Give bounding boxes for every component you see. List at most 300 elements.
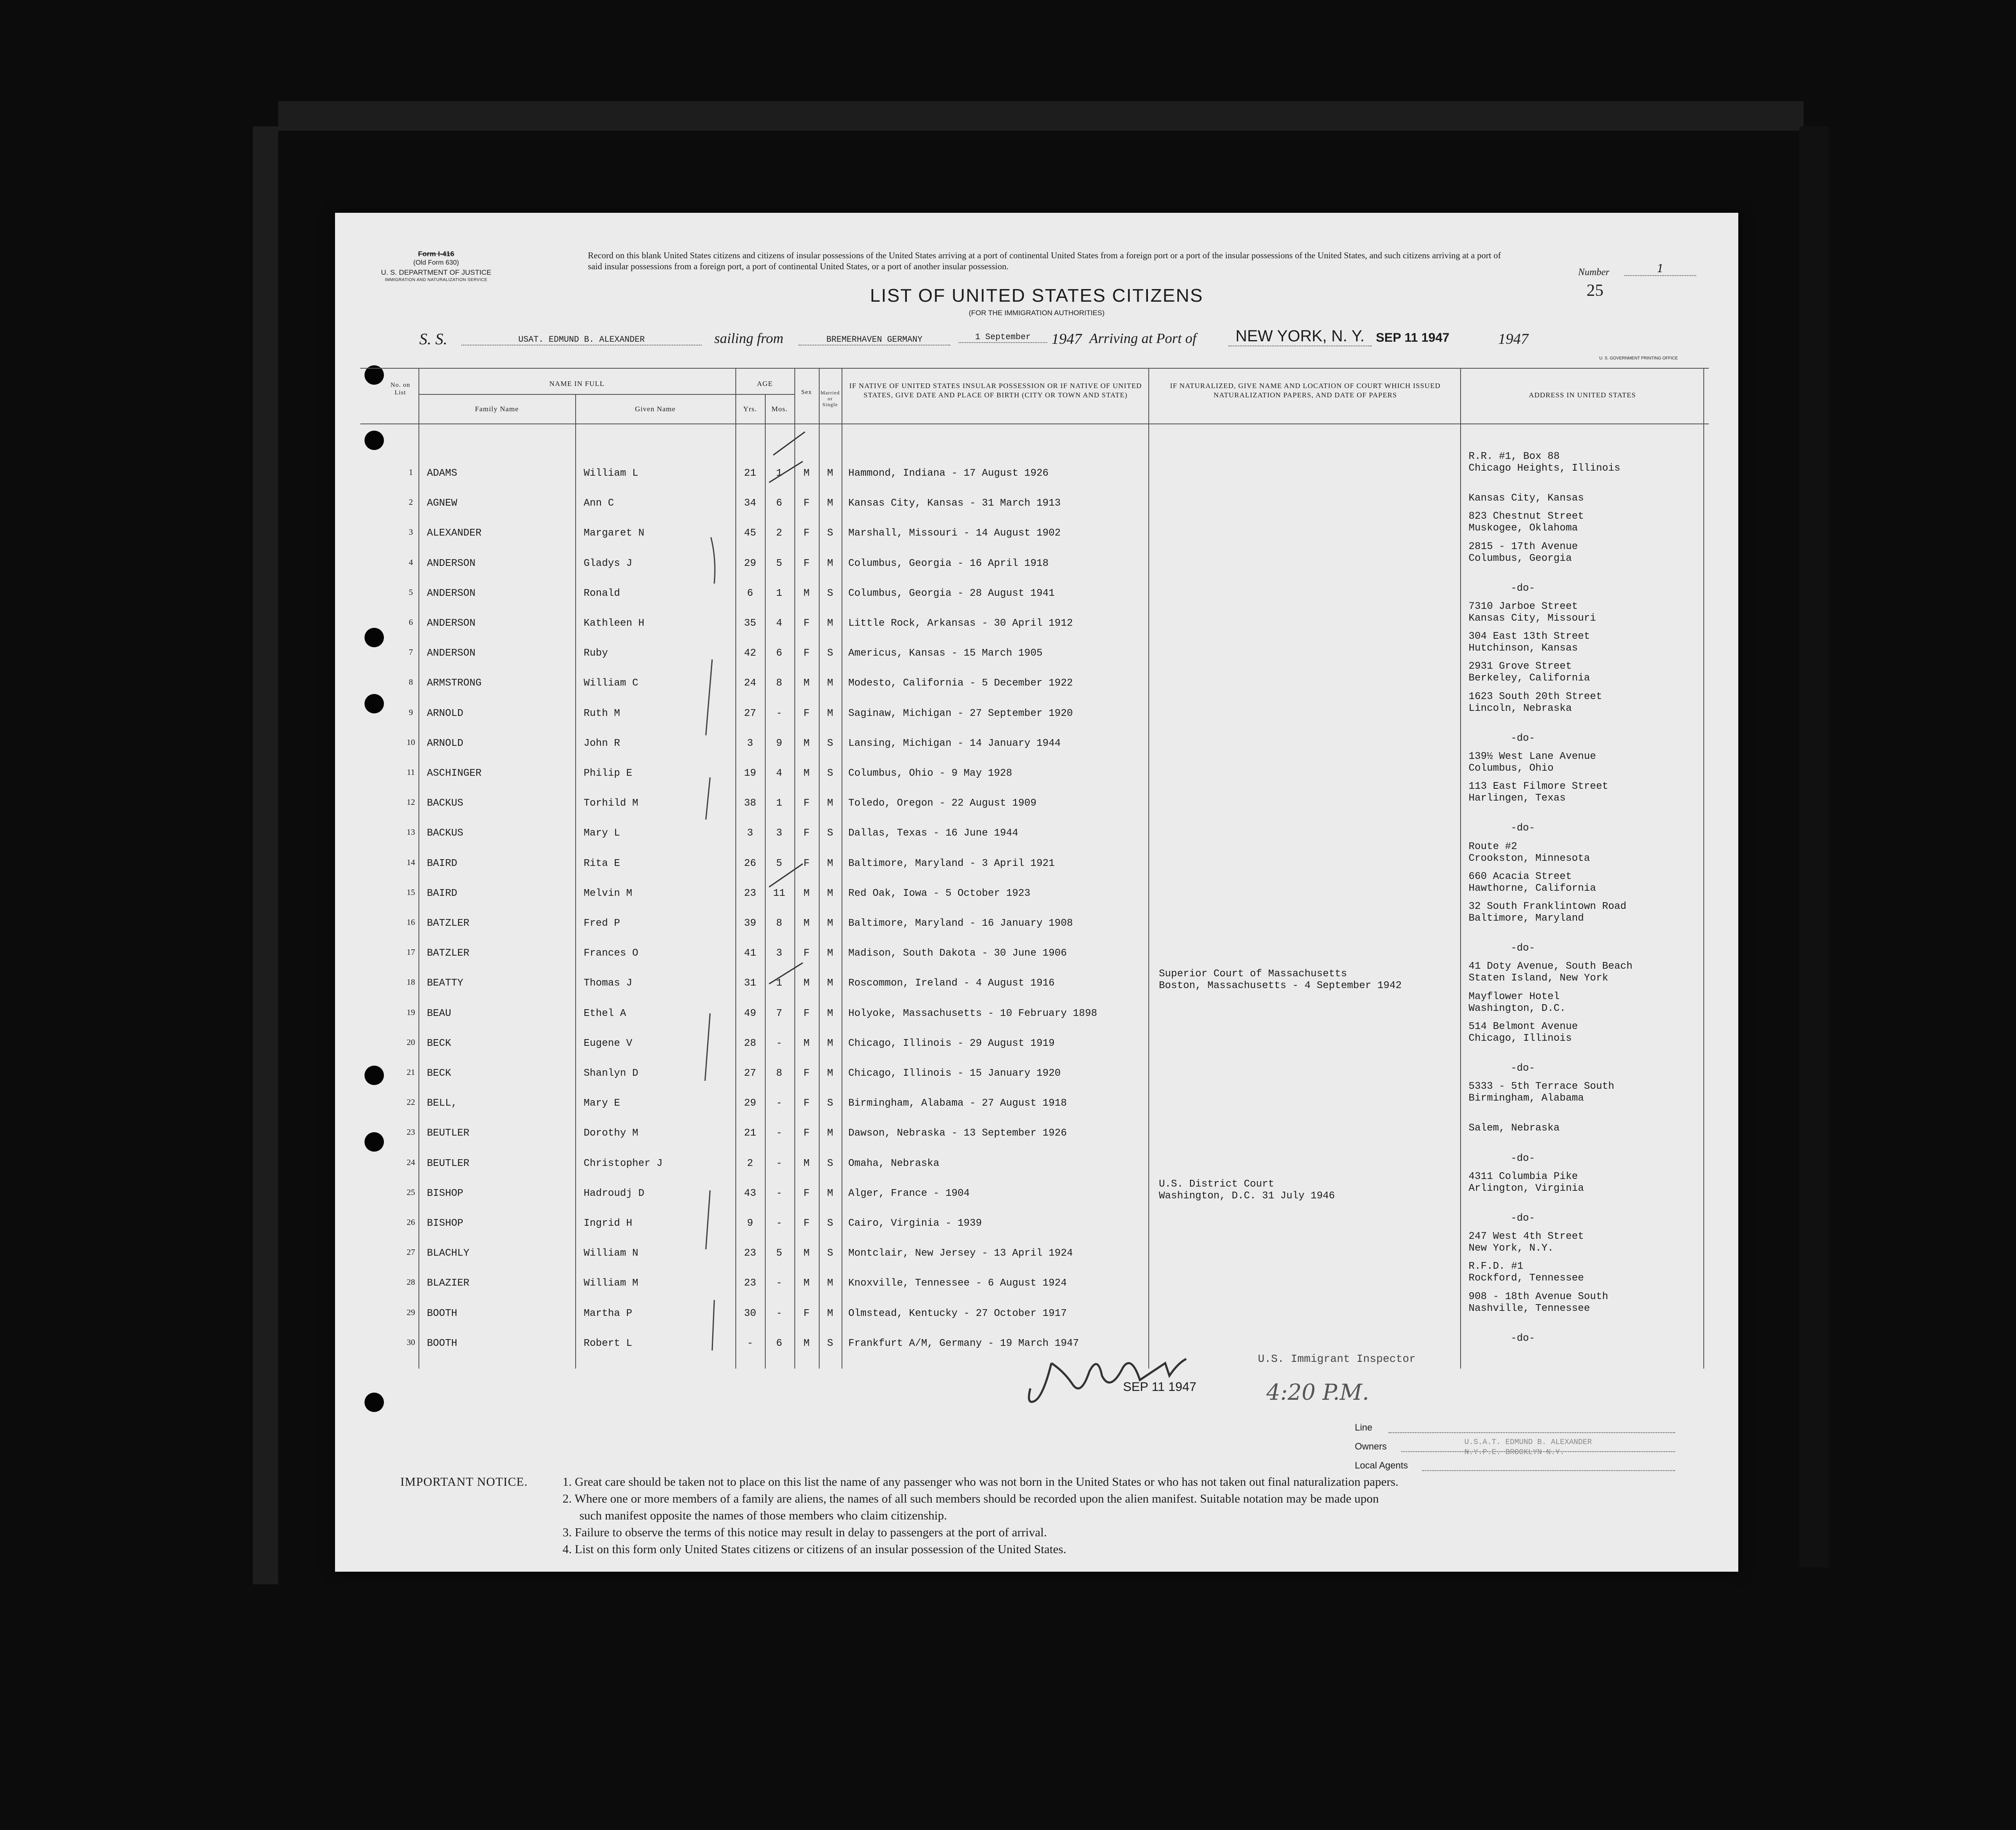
row-address-line: Route #2 <box>1469 841 1517 852</box>
row-given-name: Margaret N <box>584 528 645 539</box>
row-age-years: 3 <box>747 828 753 839</box>
row-given-name: Martha P <box>584 1308 633 1319</box>
number-handwritten: 25 <box>1587 281 1603 300</box>
row-age-months: 5 <box>776 557 783 569</box>
row-sex: M <box>803 1157 810 1169</box>
form-number: Form I-416 <box>418 250 454 258</box>
printing-office: U. S. GOVERNMENT PRINTING OFFICE <box>1599 356 1678 361</box>
row-marital-status: M <box>827 887 834 899</box>
row-address-line: Arlington, Virginia <box>1469 1182 1584 1194</box>
owners-label: Owners <box>1355 1441 1387 1452</box>
row-age-years: 23 <box>744 887 756 899</box>
row-address-line: Mayflower Hotel <box>1469 991 1560 1002</box>
row-age-months: 9 <box>776 737 783 749</box>
row-address-line: 32 South Franklintown Road <box>1469 901 1627 912</box>
row-age-years: - <box>747 1337 753 1349</box>
row-naturalization-line: Boston, Massachusetts - 4 September 1942 <box>1159 980 1402 992</box>
row-address-line: 660 Acacia Street <box>1469 871 1572 882</box>
row-sex: F <box>803 618 810 629</box>
row-number: 20 <box>407 1037 415 1047</box>
row-birthplace: Red Oak, Iowa - 5 October 1923 <box>848 887 1031 899</box>
row-age-months: 4 <box>776 768 783 779</box>
row-family-name: AGNEW <box>427 498 458 509</box>
row-age-months: 6 <box>776 1337 783 1349</box>
row-sex: M <box>803 1037 810 1049</box>
row-age-years: 30 <box>744 1308 756 1319</box>
service: IMMIGRATION AND NATURALIZATION SERVICE <box>385 278 488 282</box>
row-age-years: 23 <box>744 1278 756 1289</box>
row-age-years: 29 <box>744 1098 756 1109</box>
row-given-name: Melvin M <box>584 887 633 899</box>
row-marital-status: M <box>827 498 834 509</box>
row-sex: F <box>803 828 810 839</box>
row-age-months: 5 <box>776 1248 783 1259</box>
row-family-name: BOOTH <box>427 1337 458 1349</box>
row-given-name: Fred P <box>584 918 620 929</box>
row-family-name: BLAZIER <box>427 1278 469 1289</box>
row-given-name: Ronald <box>584 587 620 599</box>
row-given-name: William C <box>584 678 638 689</box>
row-family-name: ADAMS <box>427 468 458 479</box>
notice-item-1: 1. Great care should be taken not to place on this list the name of any passenger who was not born in the United States or who has not taken out final naturalization papers. <box>563 1475 1399 1489</box>
row-age-months: 3 <box>776 828 783 839</box>
inspector-date-stamp: SEP 11 1947 <box>1123 1380 1197 1394</box>
row-age-years: 35 <box>744 618 756 629</box>
row-sex: F <box>803 1007 810 1019</box>
row-number: 6 <box>409 618 413 627</box>
owners-value: U.S.A.T. EDMUND B. ALEXANDER <box>1464 1438 1592 1447</box>
row-birthplace: Olmstead, Kentucky - 27 October 1917 <box>848 1308 1067 1319</box>
row-family-name: ANDERSON <box>427 587 476 599</box>
row-given-name: Eugene V <box>584 1037 633 1049</box>
row-age-years: 49 <box>744 1007 756 1019</box>
row-number: 17 <box>407 948 415 957</box>
row-given-name: Rita E <box>584 857 620 869</box>
header-married-single: Married or Single <box>820 390 840 407</box>
row-number: 21 <box>407 1068 415 1077</box>
row-address-line: -do- <box>1511 1063 1535 1074</box>
row-address-line: Columbus, Georgia <box>1469 552 1572 564</box>
row-sex: M <box>803 1337 810 1349</box>
page-subtitle: (FOR THE IMMIGRATION AUTHORITIES) <box>968 309 1105 317</box>
row-family-name: BECK <box>427 1068 451 1079</box>
row-age-months: 11 <box>773 887 785 899</box>
header-years: Yrs. <box>743 405 757 413</box>
row-given-name: Thomas J <box>584 978 633 989</box>
row-marital-status: S <box>827 1218 834 1229</box>
row-address-line: 41 Doty Avenue, South Beach <box>1469 961 1633 973</box>
row-birthplace: Columbus, Georgia - 28 August 1941 <box>848 587 1055 599</box>
inspection-time: 4:20 P.M. <box>1266 1380 1370 1405</box>
agents-field <box>1422 1468 1675 1471</box>
row-number: 22 <box>407 1098 415 1107</box>
row-birthplace: Americus, Kansas - 15 March 1905 <box>848 648 1043 659</box>
row-marital-status: M <box>827 618 834 629</box>
row-number: 3 <box>409 528 413 537</box>
row-sex: F <box>803 1098 810 1109</box>
row-number: 27 <box>407 1248 415 1257</box>
row-address-line: -do- <box>1511 1213 1535 1224</box>
row-given-name: Ann C <box>584 498 614 509</box>
row-age-years: 28 <box>744 1037 756 1049</box>
row-age-months: 8 <box>776 918 783 929</box>
row-birthplace: Saginaw, Michigan - 27 September 1920 <box>848 707 1073 719</box>
row-sex: M <box>803 737 810 749</box>
film-frame-band-left <box>253 126 278 1584</box>
row-number: 18 <box>407 978 415 987</box>
row-address-line: Chicago, Illinois <box>1469 1032 1572 1044</box>
row-address-line: Staten Island, New York <box>1469 973 1609 984</box>
row-address-line: Chicago Heights, Illinois <box>1469 463 1621 474</box>
row-family-name: BEATTY <box>427 978 464 989</box>
number-field: 1 <box>1625 263 1696 276</box>
row-marital-status: M <box>827 1007 834 1019</box>
notice-item-2-cont: such manifest opposite the names of those members who claim citizenship. <box>579 1509 947 1522</box>
row-number: 15 <box>407 887 415 897</box>
row-family-name: BELL, <box>427 1098 458 1109</box>
row-age-months: 2 <box>776 528 783 539</box>
row-age-years: 43 <box>744 1187 756 1199</box>
row-family-name: BEAU <box>427 1007 451 1019</box>
row-age-months: - <box>776 1037 783 1049</box>
row-age-months: 7 <box>776 1007 783 1019</box>
row-birthplace: Baltimore, Maryland - 16 January 1908 <box>848 918 1073 929</box>
row-given-name: Mary E <box>584 1098 620 1109</box>
row-number: 12 <box>407 798 415 807</box>
row-birthplace: Holyoke, Massachusetts - 10 February 1898 <box>848 1007 1097 1019</box>
row-sex: M <box>803 1278 810 1289</box>
row-address-line: -do- <box>1511 823 1535 834</box>
row-address-line: Kansas City, Missouri <box>1469 613 1596 624</box>
row-given-name: Mary L <box>584 828 620 839</box>
row-given-name: Hadroudj D <box>584 1187 645 1199</box>
row-age-months: 1 <box>776 587 783 599</box>
row-address-line: Birmingham, Alabama <box>1469 1093 1584 1104</box>
row-address-line: Hawthorne, California <box>1469 882 1596 894</box>
header-given-name: Given Name <box>635 405 676 413</box>
row-sex: F <box>803 1068 810 1079</box>
row-age-months: 6 <box>776 498 783 509</box>
row-age-years: 27 <box>744 1068 756 1079</box>
row-given-name: Ethel A <box>584 1007 626 1019</box>
row-age-months: - <box>776 1218 783 1229</box>
row-sex: F <box>803 648 810 659</box>
row-family-name: BACKUS <box>427 798 464 809</box>
row-address-line: New York, N.Y. <box>1469 1243 1554 1254</box>
row-birthplace: Columbus, Georgia - 16 April 1918 <box>848 557 1049 569</box>
number-label: Number <box>1578 267 1610 277</box>
row-sex: F <box>803 857 810 869</box>
row-marital-status: M <box>827 707 834 719</box>
row-family-name: BOOTH <box>427 1308 458 1319</box>
arriving-label: Arriving at Port of <box>1089 331 1197 346</box>
row-birthplace: Lansing, Michigan - 14 January 1944 <box>848 737 1061 749</box>
header-age: AGE <box>757 380 773 388</box>
row-given-name: William M <box>584 1278 638 1289</box>
row-given-name: Gladys J <box>584 557 633 569</box>
header-name-in-full: NAME IN FULL <box>549 380 605 388</box>
row-sex: M <box>803 768 810 779</box>
row-address-line: Hutchinson, Kansas <box>1469 643 1578 654</box>
row-birthplace: Knoxville, Tennessee - 6 August 1924 <box>848 1278 1067 1289</box>
row-number: 9 <box>409 707 413 717</box>
row-birthplace: Montclair, New Jersey - 13 April 1924 <box>848 1248 1073 1259</box>
row-number: 1 <box>409 468 413 477</box>
row-age-years: 23 <box>744 1248 756 1259</box>
row-marital-status: S <box>827 1248 834 1259</box>
row-address-line: 908 - 18th Avenue South <box>1469 1291 1609 1302</box>
row-family-name: ANDERSON <box>427 648 476 659</box>
row-number: 25 <box>407 1187 415 1197</box>
row-number: 13 <box>407 828 415 837</box>
row-address-line: -do- <box>1511 732 1535 744</box>
header-birthplace: IF NATIVE OF UNITED STATES INSULAR POSSESSION OR IF NATIVE OF UNITED STATES, GIVE DATE AND PLACE OF BIRTH (CITY OR TOWN AND STATE) <box>849 382 1142 399</box>
row-address-line: Lincoln, Nebraska <box>1469 702 1572 714</box>
row-birthplace: Marshall, Missouri - 14 August 1902 <box>848 528 1061 539</box>
row-marital-status: M <box>827 1128 834 1139</box>
row-birthplace: Frankfurt A/M, Germany - 19 March 1947 <box>848 1337 1079 1349</box>
row-age-months: 6 <box>776 648 783 659</box>
row-address-line: -do- <box>1511 1332 1535 1344</box>
row-number: 7 <box>409 648 413 657</box>
row-naturalization-line: Washington, D.C. 31 July 1946 <box>1159 1190 1335 1202</box>
row-address-line: 5333 - 5th Terrace South <box>1469 1081 1614 1093</box>
row-sex: M <box>803 918 810 929</box>
row-age-years: 45 <box>744 528 756 539</box>
row-age-years: 27 <box>744 707 756 719</box>
row-marital-status: M <box>827 1037 834 1049</box>
row-address-line: 2931 Grove Street <box>1469 661 1572 673</box>
row-marital-status: S <box>827 768 834 779</box>
row-marital-status: M <box>827 1068 834 1079</box>
row-family-name: BATZLER <box>427 918 469 929</box>
row-birthplace: Omaha, Nebraska <box>848 1157 940 1169</box>
header-naturalization: IF NATURALIZED, GIVE NAME AND LOCATION OF COURT WHICH ISSUED NATURALIZATION PAPERS, AND DATE OF PAPERS <box>1170 382 1441 399</box>
ss-label: S. S. <box>419 330 448 348</box>
row-marital-status: M <box>827 798 834 809</box>
row-address-line: 247 West 4th Street <box>1469 1231 1584 1243</box>
row-number: 19 <box>407 1007 415 1017</box>
row-address-line: Muskogee, Oklahoma <box>1469 522 1578 534</box>
row-age-months: 5 <box>776 857 783 869</box>
row-birthplace: Dawson, Nebraska - 13 September 1926 <box>848 1128 1067 1139</box>
row-marital-status: S <box>827 648 834 659</box>
row-number: 23 <box>407 1128 415 1137</box>
row-address-line: Harlingen, Texas <box>1469 793 1566 804</box>
row-birthplace: Alger, France - 1904 <box>848 1187 970 1199</box>
row-family-name: BATZLER <box>427 948 469 959</box>
row-age-months: 8 <box>776 1068 783 1079</box>
row-age-years: 41 <box>744 948 756 959</box>
row-sex: M <box>803 468 810 479</box>
line-field <box>1389 1431 1675 1433</box>
row-marital-status: S <box>827 828 834 839</box>
row-marital-status: M <box>827 978 834 989</box>
row-family-name: ANDERSON <box>427 557 476 569</box>
row-age-months: 4 <box>776 618 783 629</box>
arrival-port: NEW YORK, N. Y. <box>1228 327 1372 346</box>
form-intro: Record on this blank United States citizens and citizens of insular possessions of the United States arriving at a port of continental United States from a foreign port or a port of the insular possessions of the United States, and such citizens arriving at a port of said insular possessions from a foreign port, a port of continental United States, or a port of another insular possession. <box>588 250 1501 271</box>
row-marital-status: M <box>827 678 834 689</box>
row-number: 11 <box>407 768 415 777</box>
row-address-line: 139½ West Lane Avenue <box>1469 751 1596 762</box>
row-number: 14 <box>407 857 415 867</box>
sailing-from: BREMERHAVEN GERMANY <box>799 335 950 346</box>
row-birthplace: Roscommon, Ireland - 4 August 1916 <box>848 978 1055 989</box>
row-family-name: BAIRD <box>427 857 458 869</box>
row-family-name: ARNOLD <box>427 737 464 749</box>
header-family-name: Family Name <box>475 405 519 413</box>
row-age-years: 26 <box>744 857 756 869</box>
row-address-line: 4311 Columbia Pike <box>1469 1171 1578 1182</box>
row-marital-status: M <box>827 1308 834 1319</box>
row-marital-status: M <box>827 1187 834 1199</box>
row-address-line: R.R. #1, Box 88 <box>1469 451 1560 462</box>
row-birthplace: Kansas City, Kansas - 31 March 1913 <box>848 498 1061 509</box>
row-marital-status: M <box>827 857 834 869</box>
row-address-line: 7310 Jarboe Street <box>1469 601 1578 612</box>
row-sex: F <box>803 1187 810 1199</box>
row-sex: F <box>803 528 810 539</box>
row-sex: M <box>803 678 810 689</box>
row-marital-status: S <box>827 528 834 539</box>
row-address-line: Kansas City, Kansas <box>1469 493 1584 504</box>
row-address-line: 823 Chestnut Street <box>1469 511 1584 522</box>
row-address-line: Washington, D.C. <box>1469 1002 1566 1014</box>
row-family-name: BISHOP <box>427 1187 464 1199</box>
row-naturalization-line: Superior Court of Massachusetts <box>1159 968 1347 980</box>
row-age-years: 6 <box>747 587 753 599</box>
film-frame-top <box>278 101 1804 131</box>
row-number: 24 <box>407 1157 415 1167</box>
row-marital-status: S <box>827 1157 834 1169</box>
row-age-years: 3 <box>747 737 753 749</box>
row-family-name: ARMSTRONG <box>427 678 482 689</box>
row-birthplace: Cairo, Virginia - 1939 <box>848 1218 982 1229</box>
row-age-years: 34 <box>744 498 756 509</box>
manifest-sheet <box>335 213 1738 1572</box>
row-age-months: - <box>776 1128 783 1139</box>
row-family-name: BEUTLER <box>427 1128 469 1139</box>
row-address-line: 113 East Filmore Street <box>1469 781 1609 793</box>
row-given-name: Ruby <box>584 648 608 659</box>
row-marital-status: S <box>827 737 834 749</box>
row-given-name: Ingrid H <box>584 1218 633 1229</box>
row-sex: F <box>803 498 810 509</box>
row-given-name: Philip E <box>584 768 633 779</box>
row-address-line: R.F.D. #1 <box>1469 1261 1523 1273</box>
row-age-years: 2 <box>747 1157 753 1169</box>
row-age-years: 21 <box>744 1128 756 1139</box>
row-marital-status: S <box>827 1337 834 1349</box>
row-given-name: Torhild M <box>584 798 638 809</box>
row-family-name: ANDERSON <box>427 618 476 629</box>
row-marital-status: M <box>827 1278 834 1289</box>
row-address-line: Baltimore, Maryland <box>1469 913 1584 924</box>
row-marital-status: M <box>827 948 834 959</box>
row-age-months: - <box>776 1157 783 1169</box>
row-age-years: 29 <box>744 557 756 569</box>
row-birthplace: Madison, South Dakota - 30 June 1906 <box>848 948 1067 959</box>
ship-name: USAT. EDMUND B. ALEXANDER <box>461 335 702 346</box>
row-number: 28 <box>407 1278 415 1287</box>
row-marital-status: S <box>827 1098 834 1109</box>
notice-item-2: 2. Where one or more members of a family are aliens, the names of all such members should be recorded upon the alien manifest. Suitable notation may be made upon <box>563 1492 1379 1506</box>
row-given-name: Christopher J <box>584 1157 663 1169</box>
row-given-name: Kathleen H <box>584 618 645 629</box>
notice-title: IMPORTANT NOTICE. <box>400 1475 528 1489</box>
row-address-line: -do- <box>1511 1152 1535 1164</box>
row-given-name: Robert L <box>584 1337 633 1349</box>
row-sex: F <box>803 1218 810 1229</box>
row-given-name: Shanlyn D <box>584 1068 638 1079</box>
row-family-name: BAIRD <box>427 887 458 899</box>
row-address-line: Rockford, Tennessee <box>1469 1273 1584 1284</box>
row-age-years: 38 <box>744 798 756 809</box>
row-age-years: 42 <box>744 648 756 659</box>
row-given-name: Dorothy M <box>584 1128 638 1139</box>
row-age-months: 1 <box>776 468 783 479</box>
row-marital-status: M <box>827 918 834 929</box>
row-number: 8 <box>409 678 413 687</box>
row-address-line: Berkeley, California <box>1469 673 1590 684</box>
row-age-years: 24 <box>744 678 756 689</box>
row-address-line: Salem, Nebraska <box>1469 1123 1560 1134</box>
header-no: No. on List <box>390 382 410 396</box>
row-age-years: 39 <box>744 918 756 929</box>
header-sex: Sex <box>801 389 812 396</box>
sailing-year: 1947 <box>1051 330 1082 347</box>
row-age-months: 1 <box>776 978 783 989</box>
row-family-name: BEUTLER <box>427 1157 469 1169</box>
row-address-line: Nashville, Tennessee <box>1469 1302 1590 1314</box>
row-birthplace: Birmingham, Alabama - 27 August 1918 <box>848 1098 1067 1109</box>
row-sex: M <box>803 978 810 989</box>
row-birthplace: Dallas, Texas - 16 June 1944 <box>848 828 1019 839</box>
row-family-name: BISHOP <box>427 1218 464 1229</box>
row-family-name: ASCHINGER <box>427 768 482 779</box>
row-given-name: John R <box>584 737 620 749</box>
header-address: ADDRESS IN UNITED STATES <box>1528 391 1636 399</box>
row-number: 4 <box>409 557 413 567</box>
row-age-years: 31 <box>744 978 756 989</box>
row-family-name: ALEXANDER <box>427 528 482 539</box>
row-given-name: William N <box>584 1248 638 1259</box>
row-family-name: ARNOLD <box>427 707 464 719</box>
row-age-years: 21 <box>744 468 756 479</box>
row-address-line: -do- <box>1511 582 1535 594</box>
row-age-years: 19 <box>744 768 756 779</box>
old-form-number: (Old Form 630) <box>413 259 459 266</box>
row-number: 29 <box>407 1308 415 1317</box>
row-number: 10 <box>407 737 415 747</box>
row-family-name: BLACHLY <box>427 1248 469 1259</box>
row-age-months: - <box>776 1278 783 1289</box>
row-sex: M <box>803 1248 810 1259</box>
row-sex: F <box>803 948 810 959</box>
row-sex: F <box>803 707 810 719</box>
row-age-months: 8 <box>776 678 783 689</box>
line-label: Line <box>1355 1422 1373 1433</box>
row-marital-status: S <box>827 587 834 599</box>
row-sex: F <box>803 1128 810 1139</box>
row-birthplace: Toledo, Oregon - 22 August 1909 <box>848 798 1037 809</box>
row-address-line: 304 East 13th Street <box>1469 631 1590 643</box>
row-family-name: BACKUS <box>427 828 464 839</box>
row-sex: F <box>803 1308 810 1319</box>
notice-item-3: 3. Failure to observe the terms of this notice may result in delay to passengers at the port of arrival. <box>563 1526 1047 1539</box>
row-birthplace: Little Rock, Arkansas - 30 April 1912 <box>848 618 1073 629</box>
